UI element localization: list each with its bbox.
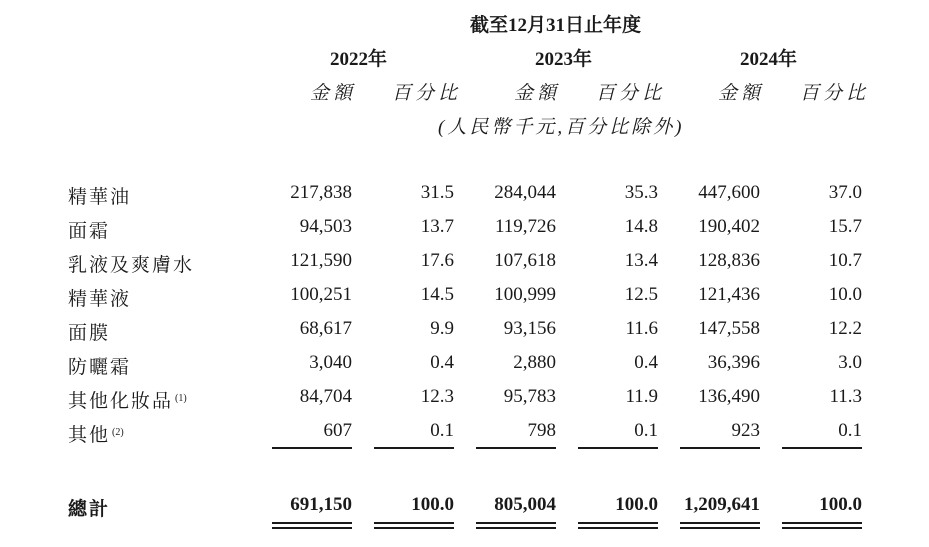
row-label-text: 其他化妝品 <box>68 391 174 412</box>
cell-percent-2022: 31.5 <box>420 182 454 203</box>
total-amount-2022: 691,150 <box>290 494 352 515</box>
cell-amount-2024: 147,558 <box>698 318 760 339</box>
cell-amount-2022: 217,838 <box>290 182 352 203</box>
col-amount-2022: 金額 <box>310 83 357 104</box>
cell-amount-2022: 84,704 <box>299 386 352 407</box>
year-2022-heading: 2022年 <box>330 49 388 70</box>
total-double-rule-percent-2022 <box>374 522 454 529</box>
total-amount-2024: 1,209,641 <box>684 494 760 515</box>
cell-percent-2022: 17.6 <box>420 250 454 271</box>
cell-percent-2024: 37.0 <box>828 182 862 203</box>
cell-percent-2023: 35.3 <box>624 182 658 203</box>
cell-percent-2023: 14.8 <box>624 216 658 237</box>
cell-amount-2022: 607 <box>323 420 352 441</box>
cell-amount-2022: 3,040 <box>309 352 352 373</box>
footnote-marker: (2) <box>112 427 124 438</box>
cell-amount-2023: 100,999 <box>494 284 556 305</box>
total-double-rule-amount-2023 <box>476 522 556 529</box>
cell-amount-2023: 95,783 <box>503 386 556 407</box>
total-amount-2023: 805,004 <box>494 494 556 515</box>
cell-percent-2023: 12.5 <box>624 284 658 305</box>
cell-amount-2023: 798 <box>527 420 556 441</box>
cell-amount-2024: 923 <box>731 420 760 441</box>
total-double-rule-percent-2024 <box>782 522 862 529</box>
row-label <box>68 250 194 277</box>
period-heading: 截至12月31日止年度 <box>470 15 642 36</box>
row-label-text: 防曬霜 <box>68 357 132 378</box>
total-double-rule-percent-2023 <box>578 522 658 529</box>
cell-percent-2024: 0.1 <box>838 420 862 441</box>
cell-percent-2024: 3.0 <box>838 352 862 373</box>
cell-percent-2022: 0.4 <box>430 352 454 373</box>
cell-amount-2023: 107,618 <box>494 250 556 271</box>
row-label-text: 面膜 <box>68 323 111 344</box>
col-percent-2023: 百分比 <box>596 83 666 104</box>
cell-percent-2024: 10.0 <box>828 284 862 305</box>
cell-percent-2024: 11.3 <box>829 386 862 407</box>
cell-amount-2023: 119,726 <box>494 216 556 237</box>
cell-amount-2024: 128,836 <box>698 250 760 271</box>
cell-percent-2024: 12.2 <box>828 318 862 339</box>
subtotal-rule-amount-2022 <box>272 447 352 449</box>
cell-percent-2023: 0.1 <box>634 420 658 441</box>
cell-percent-2022: 12.3 <box>420 386 454 407</box>
col-percent-2022: 百分比 <box>392 83 462 104</box>
total-percent-2022: 100.0 <box>411 494 454 515</box>
cell-percent-2022: 13.7 <box>420 216 454 237</box>
cell-percent-2023: 0.4 <box>634 352 658 373</box>
row-label <box>68 216 110 243</box>
cell-amount-2023: 284,044 <box>494 182 556 203</box>
cell-amount-2024: 447,600 <box>698 182 760 203</box>
cell-percent-2022: 9.9 <box>430 318 454 339</box>
year-2024-heading: 2024年 <box>740 49 798 70</box>
row-label <box>68 284 131 311</box>
total-double-rule-amount-2022 <box>272 522 352 529</box>
cell-percent-2022: 0.1 <box>430 420 454 441</box>
total-percent-2023: 100.0 <box>615 494 658 515</box>
cell-amount-2022: 94,503 <box>299 216 352 237</box>
cell-amount-2023: 2,880 <box>513 352 556 373</box>
unit-note: (人民幣千元,百分比除外) <box>438 117 685 138</box>
subtotal-rule-amount-2023 <box>476 447 556 449</box>
cell-percent-2022: 14.5 <box>420 284 454 305</box>
total-double-rule-amount-2024 <box>680 522 760 529</box>
row-label-text: 其他 <box>68 425 111 446</box>
row-label <box>68 386 187 413</box>
row-label-text: 精華液 <box>68 289 132 310</box>
cell-percent-2023: 11.6 <box>625 318 658 339</box>
row-label-text: 乳液及爽膚水 <box>68 255 195 276</box>
subtotal-rule-percent-2023 <box>578 447 658 449</box>
cell-amount-2024: 190,402 <box>698 216 760 237</box>
cell-amount-2024: 136,490 <box>698 386 760 407</box>
cell-percent-2024: 10.7 <box>828 250 862 271</box>
total-label: 總計 <box>68 499 111 520</box>
year-2023-heading: 2023年 <box>535 49 593 70</box>
row-label <box>68 182 131 209</box>
col-percent-2024: 百分比 <box>800 83 870 104</box>
col-amount-2024: 金額 <box>718 83 765 104</box>
row-label <box>68 352 131 379</box>
cell-amount-2023: 93,156 <box>503 318 556 339</box>
col-amount-2023: 金額 <box>514 83 561 104</box>
row-label-text: 精華油 <box>68 187 132 208</box>
row-label <box>68 318 110 345</box>
row-label <box>68 420 124 447</box>
cell-amount-2022: 100,251 <box>290 284 352 305</box>
subtotal-rule-percent-2024 <box>782 447 862 449</box>
row-label-text: 面霜 <box>68 221 111 242</box>
footnote-marker: (1) <box>175 393 187 404</box>
cell-amount-2022: 121,590 <box>290 250 352 271</box>
cell-percent-2023: 11.9 <box>625 386 658 407</box>
cell-amount-2022: 68,617 <box>299 318 352 339</box>
total-percent-2024: 100.0 <box>819 494 862 515</box>
cell-percent-2023: 13.4 <box>624 250 658 271</box>
cell-amount-2024: 36,396 <box>707 352 760 373</box>
subtotal-rule-amount-2024 <box>680 447 760 449</box>
subtotal-rule-percent-2022 <box>374 447 454 449</box>
cell-amount-2024: 121,436 <box>698 284 760 305</box>
cell-percent-2024: 15.7 <box>828 216 862 237</box>
